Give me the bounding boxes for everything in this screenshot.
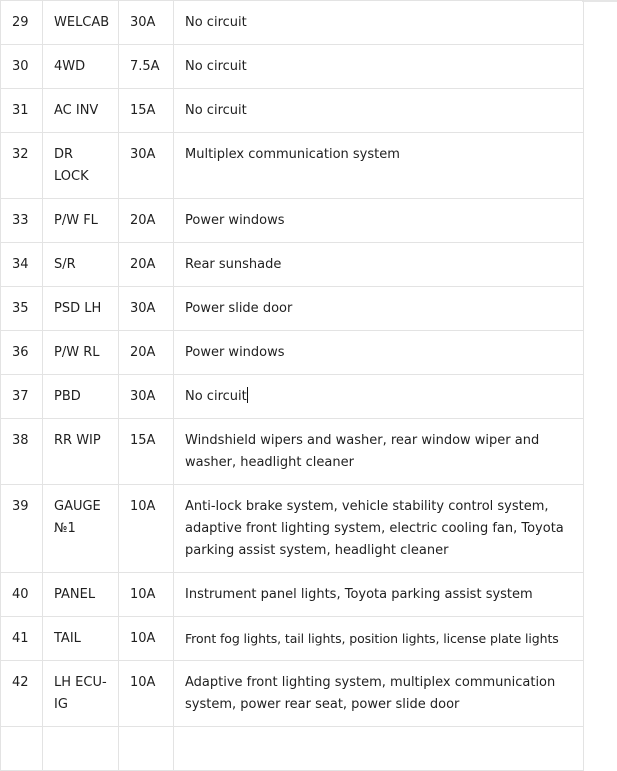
fuse-circuit: No circuit (185, 389, 247, 404)
fuse-circuit: Rear sunshade (174, 243, 584, 287)
fuse-amperage: 20A (119, 243, 174, 287)
fuse-circuit: Instrument panel lights, Toyota parking assist system (174, 573, 584, 617)
fuse-name: TAIL (43, 617, 119, 661)
fuse-circuit: No circuit (174, 45, 584, 89)
fuse-amperage: 10A (119, 661, 174, 727)
fuse-amperage: 30A (119, 1, 174, 45)
fuse-amperage: 30A (119, 375, 174, 419)
fuse-name: AC INV (43, 89, 119, 133)
fuse-name: P/W RL (43, 331, 119, 375)
table-row (1, 661, 584, 727)
fuse-circuit: Multiplex communication system (174, 133, 584, 199)
fuse-number: 35 (1, 287, 43, 331)
fuse-number: 31 (1, 89, 43, 133)
fuse-circuit: Windshield wipers and washer, rear window wiper and washer, headlight cleaner (174, 419, 584, 485)
table-row (1, 1, 584, 45)
fuse-name: GAUGE №1 (43, 485, 119, 573)
fuse-name: PBD (43, 375, 119, 419)
table-row (1, 133, 584, 199)
table-row (1, 45, 584, 89)
fuse-amperage: 10A (119, 617, 174, 661)
fuse-amperage: 20A (119, 199, 174, 243)
fuse-amperage: 15A (119, 89, 174, 133)
fuse-amperage: 7.5A (119, 45, 174, 89)
fuse-circuit: Power windows (174, 199, 584, 243)
fuse-circuit: Front fog lights, tail lights, position lights, license plate lights (174, 617, 584, 661)
fuse-number: 40 (1, 573, 43, 617)
fuse-amperage: 10A (119, 485, 174, 573)
table-row (1, 287, 584, 331)
table-row-partial (1, 727, 584, 771)
text-cursor (247, 387, 248, 403)
fuse-number: 42 (1, 661, 43, 727)
fuse-number: 30 (1, 45, 43, 89)
fuse-number: 33 (1, 199, 43, 243)
fuse-number: 36 (1, 331, 43, 375)
fuse-number: 29 (1, 1, 43, 45)
fuse-amperage: 15A (119, 419, 174, 485)
fuse-name: LH ECU-IG (43, 661, 119, 727)
fuse-amperage: 20A (119, 331, 174, 375)
fuse-name: DR LOCK (43, 133, 119, 199)
fuse-number: 32 (1, 133, 43, 199)
table-row (1, 375, 584, 419)
fuse-number: 37 (1, 375, 43, 419)
fuse-name: PSD LH (43, 287, 119, 331)
fuse-circuit: No circuit (174, 89, 584, 133)
fuse-number: 41 (1, 617, 43, 661)
table-row (1, 573, 584, 617)
fuse-name: PANEL (43, 573, 119, 617)
fuse-name: P/W FL (43, 199, 119, 243)
fuse-circuit: No circuit (174, 1, 584, 45)
table-row (1, 331, 584, 375)
fuse-name: 4WD (43, 45, 119, 89)
fuse-amperage: 30A (119, 287, 174, 331)
fuse-circuit: Power windows (174, 331, 584, 375)
fuse-circuit: Anti-lock brake system, vehicle stability control system, adaptive front lighting system, electric cooling fan, Toyota parking assist system, headlight cleaner (174, 485, 584, 573)
fuse-circuit-editing[interactable] (174, 375, 584, 419)
table-row (1, 89, 584, 133)
fuse-name: WELCAB (43, 1, 119, 45)
fuse-amperage: 10A (119, 573, 174, 617)
fuse-number: 39 (1, 485, 43, 573)
table-row (1, 243, 584, 287)
fuse-name: S/R (43, 243, 119, 287)
table-row (1, 485, 584, 573)
table-row (1, 199, 584, 243)
fuse-name: RR WIP (43, 419, 119, 485)
table-row (1, 617, 584, 661)
fuse-circuit: Adaptive front lighting system, multiplex communication system, power rear seat, power slide door (174, 661, 584, 727)
fuse-amperage: 30A (119, 133, 174, 199)
fuse-number: 34 (1, 243, 43, 287)
page-edge (582, 0, 617, 2)
fuse-circuit: Power slide door (174, 287, 584, 331)
fuse-number: 38 (1, 419, 43, 485)
table-row (1, 419, 584, 485)
